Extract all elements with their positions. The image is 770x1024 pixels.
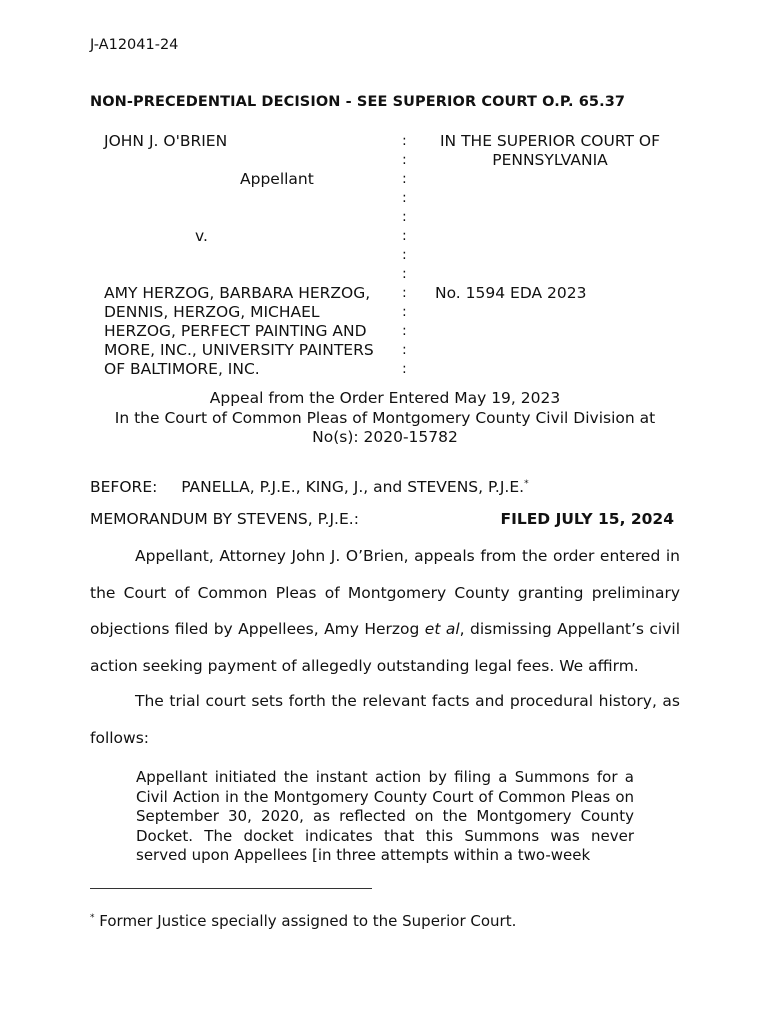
panel-line (90, 478, 529, 496)
colon: : (402, 361, 407, 377)
before-label: BEFORE: (90, 478, 158, 496)
footnote (90, 912, 516, 930)
nonprecedential-heading: NON-PRECEDENTIAL DECISION - SEE SUPERIOR COURT O.P. 65.37 (90, 94, 626, 110)
colon: : (402, 247, 407, 263)
memorandum-author: MEMORANDUM BY STEVENS, P.J.E.: (90, 510, 359, 528)
footnote-mark: * (90, 913, 95, 923)
footnote-text: Former Justice specially assigned to the Superior Court. (94, 912, 517, 930)
colon: : (402, 285, 407, 301)
paragraph-text: , dismissing Appellant’s civil action seeking payment of allegedly outstanding legal fees. We affirm. (90, 620, 680, 675)
caption-court (420, 132, 680, 170)
appellant-label: Appellant (240, 170, 314, 188)
italic-text: et al (424, 620, 460, 638)
appellee-line: OF BALTIMORE, INC. (104, 360, 260, 378)
footnote-marker: * (524, 478, 529, 489)
appeal-line1: Appeal from the Order Entered May 19, 2023 (209, 389, 561, 407)
docket-number: J-A12041-24 (90, 37, 179, 53)
colon: : (402, 228, 407, 244)
appellee-line: HERZOG, PERFECT PAINTING AND (104, 322, 367, 340)
colon: : (402, 152, 407, 168)
colon: : (402, 190, 407, 206)
colon: : (402, 171, 407, 187)
body-paragraph (90, 683, 680, 756)
caption-colon-column (402, 132, 414, 379)
appeal-info (90, 389, 680, 448)
case-number: No. 1594 EDA 2023 (435, 284, 587, 302)
court-name-line2: PENNSYLVANIA (492, 151, 608, 169)
colon: : (402, 209, 407, 225)
block-quote: Appellant initiated the instant action by filing a Summons for a Civil Action in the Montgomery County Court of Common Pleas on September 30, 2020, as reflected on the Montgomery County Docket. The docket indicates that this Summons was never served upon Appellees [in three attempts within a two-week (136, 768, 634, 864)
colon: : (402, 342, 407, 358)
appellee-line: DENNIS, HERZOG, MICHAEL (104, 303, 320, 321)
colon: : (402, 133, 407, 149)
appeal-line2: In the Court of Common Pleas of Montgomery County Civil Division at (114, 408, 656, 427)
appellee-line: MORE, INC., UNIVERSITY PAINTERS (104, 341, 374, 359)
paragraph-text: Appellant, Attorney John J. O’Brien, appeals from the order entered in the Court of Common Pleas of Montgomery County granting preliminary objections filed by Appellees, Amy Herzog (90, 547, 680, 638)
body-paragraph (90, 538, 680, 684)
colon: : (402, 304, 407, 320)
paragraph-text: The trial court sets forth the relevant facts and procedural history, as follows: (90, 692, 680, 747)
panel-judges: PANELLA, P.J.E., KING, J., and STEVENS, P.J.E. (181, 478, 525, 496)
court-name-line1: IN THE SUPERIOR COURT OF (439, 132, 661, 150)
versus-label: v. (195, 227, 208, 245)
caption-parties (104, 132, 394, 379)
filed-date: FILED JULY 15, 2024 (500, 510, 674, 528)
footnote-divider (90, 888, 372, 889)
appellant-name: JOHN J. O'BRIEN (104, 132, 228, 150)
appeal-line3: No(s): 2020-15782 (312, 428, 458, 446)
appellee-line: AMY HERZOG, BARBARA HERZOG, (104, 284, 371, 302)
colon: : (402, 266, 407, 282)
colon: : (402, 323, 407, 339)
